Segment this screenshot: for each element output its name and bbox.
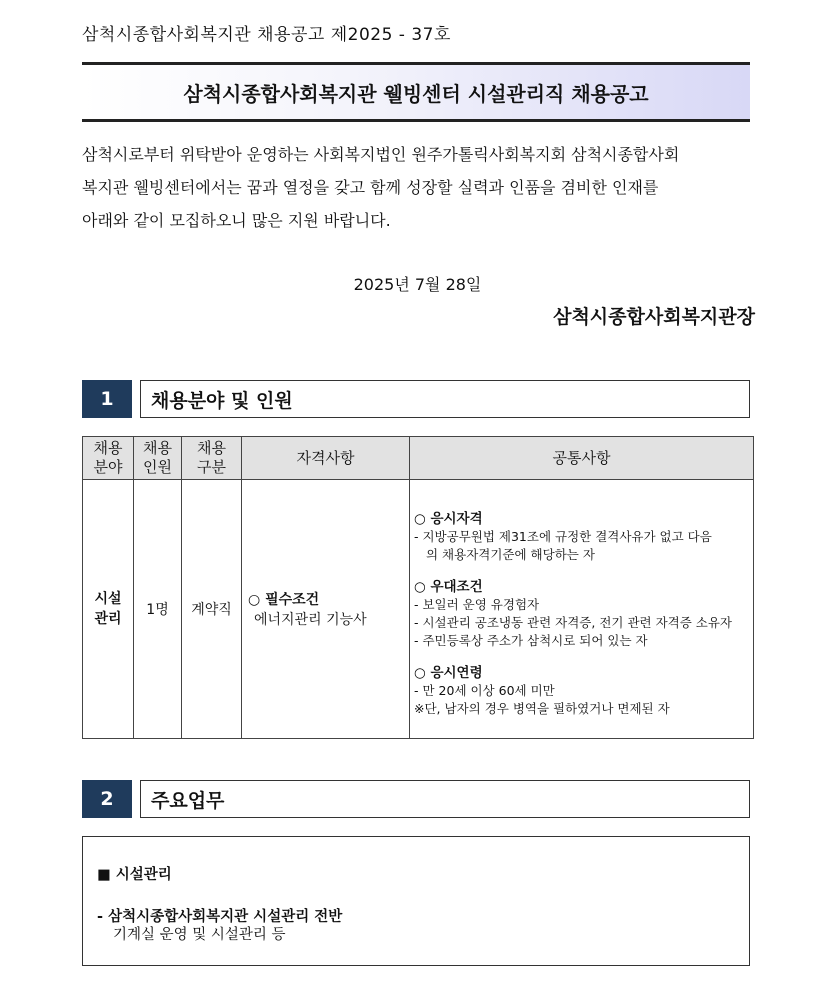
qualification-title: ○ 필수조건 bbox=[248, 592, 320, 608]
section-2-title: 주요업무 bbox=[140, 780, 750, 818]
cell-qualification bbox=[242, 480, 410, 739]
eligibility-line: - 지방공무원법 제31조에 규정한 결격사유가 없고 다음 bbox=[414, 529, 712, 544]
intro-line: 아래와 같이 모집하오니 많은 지원 바랍니다. bbox=[82, 211, 391, 230]
intro-line: 삼척시로부터 위탁받아 운영하는 사회복지법인 원주가톨릭사회복지회 삼척시종합사회 bbox=[82, 145, 680, 164]
duty-item: - 삼척시종합사회복지관 시설관리 전반 bbox=[97, 909, 343, 925]
section-1-header bbox=[82, 380, 750, 418]
duties-box bbox=[82, 836, 750, 966]
header-count: 채용 인원 bbox=[134, 437, 182, 480]
preference-item: - 보일러 운영 유경험자 bbox=[414, 597, 540, 612]
age-block bbox=[414, 664, 751, 718]
page-title-text: 삼척시종합사회복지관 웰빙센터 시설관리직 채용공고 bbox=[183, 81, 649, 106]
section-1-number: 1 bbox=[82, 380, 132, 418]
table-row bbox=[83, 480, 754, 739]
page-title bbox=[82, 62, 750, 122]
age-note: ※단, 남자의 경우 병역을 필하였거나 면제된 자 bbox=[414, 701, 670, 716]
section-2-header bbox=[82, 780, 750, 818]
header-field: 채용 분야 bbox=[83, 437, 134, 480]
section-1-title: 채용분야 및 인원 bbox=[140, 380, 750, 418]
table-header-row bbox=[83, 437, 754, 480]
cell-count: 1명 bbox=[134, 480, 182, 739]
document-number: 삼척시종합사회복지관 채용공고 제2025 - 37호 bbox=[82, 25, 451, 45]
duty-heading: ■ 시설관리 bbox=[97, 867, 172, 883]
cell-field: 시설 관리 bbox=[83, 480, 134, 739]
preference-item: - 시설관리 공조냉동 관련 자격증, 전기 관련 자격증 소유자 bbox=[414, 615, 732, 630]
duty-detail: 기계실 운영 및 시설관리 등 bbox=[113, 927, 286, 943]
intro-paragraph bbox=[82, 138, 754, 237]
intro-line: 복지관 웰빙센터에서는 꿈과 열정을 갖고 함께 성장할 실력과 인품을 겸비한 인재를 bbox=[82, 178, 659, 197]
qualification-item: 에너지관리 기능사 bbox=[254, 612, 367, 628]
preference-title: ○ 우대조건 bbox=[414, 579, 483, 595]
age-line: - 만 20세 이상 60세 미만 bbox=[414, 683, 555, 698]
cell-type: 계약직 bbox=[182, 480, 242, 739]
eligibility-title: ○ 응시자격 bbox=[414, 511, 483, 527]
header-type: 채용 구분 bbox=[182, 437, 242, 480]
header-common: 공통사항 bbox=[410, 437, 754, 480]
preference-item: - 주민등록상 주소가 삼척시로 되어 있는 자 bbox=[414, 633, 648, 648]
signer: 삼척시종합사회복지관장 bbox=[553, 306, 755, 328]
announcement-date: 2025년 7월 28일 bbox=[353, 275, 482, 294]
header-qualification: 자격사항 bbox=[242, 437, 410, 480]
eligibility-block bbox=[414, 510, 751, 564]
preference-block bbox=[414, 578, 751, 650]
cell-common bbox=[410, 480, 754, 739]
section-2-number: 2 bbox=[82, 780, 132, 818]
age-title: ○ 응시연령 bbox=[414, 665, 483, 681]
recruitment-table bbox=[82, 436, 754, 739]
eligibility-line: 의 채용자격기준에 해당하는 자 bbox=[426, 547, 595, 562]
